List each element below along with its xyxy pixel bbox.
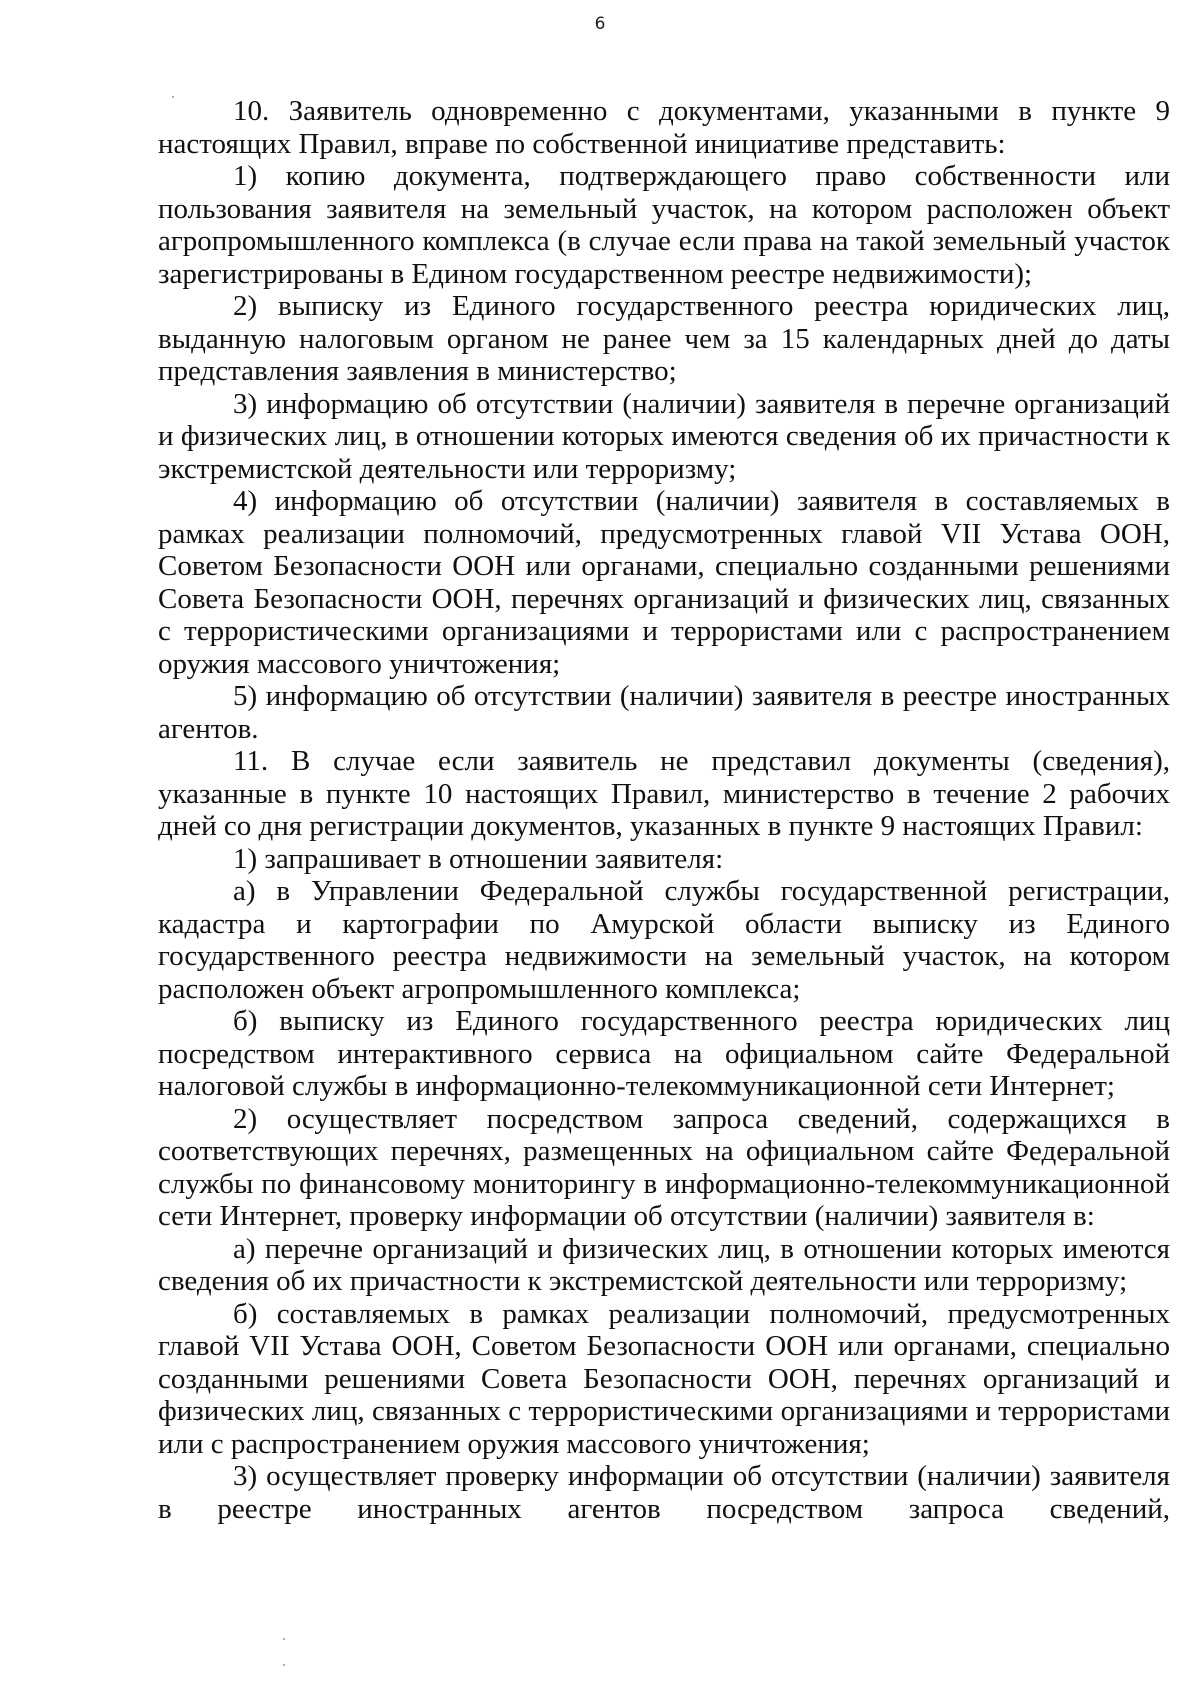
scan-speck bbox=[283, 1638, 285, 1640]
paragraph-11-item-2: 2) осуществляет посредством запроса сведений, содержащихся в соответствующих перечнях, размещенных на официальном сайте Федеральной службы по финансовому мониторингу в информационно-телекоммуникационной сети Интернет, проверку информации об отсутствии (наличии) заявителя в: bbox=[158, 1102, 1170, 1232]
scan-speck bbox=[283, 1664, 285, 1666]
page-number: 6 bbox=[594, 14, 606, 34]
paragraph-10: 10. Заявитель одновременно с документами, указанными в пункте 9 настоящих Правил, вправе по собственной инициативе представить: bbox=[158, 95, 1170, 160]
paragraph-11-item-2-a: а) перечне организаций и физических лиц, в отношении которых имеются сведения об их причастности к экстремистской деятельности или терроризму; bbox=[158, 1232, 1170, 1297]
document-body bbox=[158, 95, 1170, 1525]
paragraph-10-item-5: 5) информацию об отсутствии (наличии) заявителя в реестре иностранных агентов. bbox=[158, 680, 1170, 745]
paragraph-10-item-4: 4) информацию об отсутствии (наличии) заявителя в составляемых в рамках реализации полномочий, предусмотренных главой VII Устава ООН, Советом Безопасности ООН или органами, специально созданными решениями Совета Безопасности ООН, перечнях организаций и физических лиц, связанных с террористическими организациями и террористами или с распространением оружия массового уничтожения; bbox=[158, 485, 1170, 680]
scan-speck bbox=[172, 96, 174, 98]
paragraph-11-item-1: 1) запрашивает в отношении заявителя: bbox=[233, 842, 724, 875]
paragraph-11: 11. В случае если заявитель не представил документы (сведения), указанные в пункте 10 настоящих Правил, министерство в течение 2 рабочих дней со дня регистрации документов, указанных в пункте 9 настоящих Правил: bbox=[158, 745, 1170, 842]
paragraph-10-item-3: 3) информацию об отсутствии (наличии) заявителя в перечне организаций и физических лиц, в отношении которых имеются сведения об их причастности к экстремистской деятельности или терроризму; bbox=[158, 387, 1170, 485]
paragraph-11-item-2-b: б) составляемых в рамках реализации полномочий, предусмотренных главой VII Устава ООН, Советом Безопасности ООН или органами, специально созданными решениями Совета Безопасности ООН, перечнях организаций и физических лиц, связанных с террористическими организациями и террористами или с распространением оружия массового уничтожения; bbox=[158, 1297, 1170, 1460]
paragraph-11-item-1-b: б) выписку из Единого государственного реестра юридических лиц посредством интерактивного сервиса на официальном сайте Федеральной налоговой службы в информационно-телекоммуникационной сети Интернет; bbox=[158, 1005, 1170, 1102]
paragraph-10-item-2: 2) выписку из Единого государственного реестра юридических лиц, выданную налоговым органом не ранее чем за 15 календарных дней до даты представления заявления в министерство; bbox=[158, 290, 1170, 387]
paragraph-11-item-1-a: а) в Управлении Федеральной службы государственной регистрации, кадастра и картографии по Амурской области выписку из Единого государственного реестра недвижимости на земельный участок, на котором расположен объект агропромышленного комплекса; bbox=[158, 875, 1170, 1005]
paragraph-11-item-3: 3) осуществляет проверку информации об отсутствии (наличии) заявителя в реестре иностранных агентов посредством запроса сведений, bbox=[158, 1460, 1170, 1525]
paragraph-10-item-1: 1) копию документа, подтверждающего право собственности или пользования заявителя на земельный участок, на котором расположен объект агропромышленного комплекса (в случае если права на такой земельный участок зарегистрированы в Едином государственном реестре недвижимости); bbox=[158, 160, 1170, 290]
